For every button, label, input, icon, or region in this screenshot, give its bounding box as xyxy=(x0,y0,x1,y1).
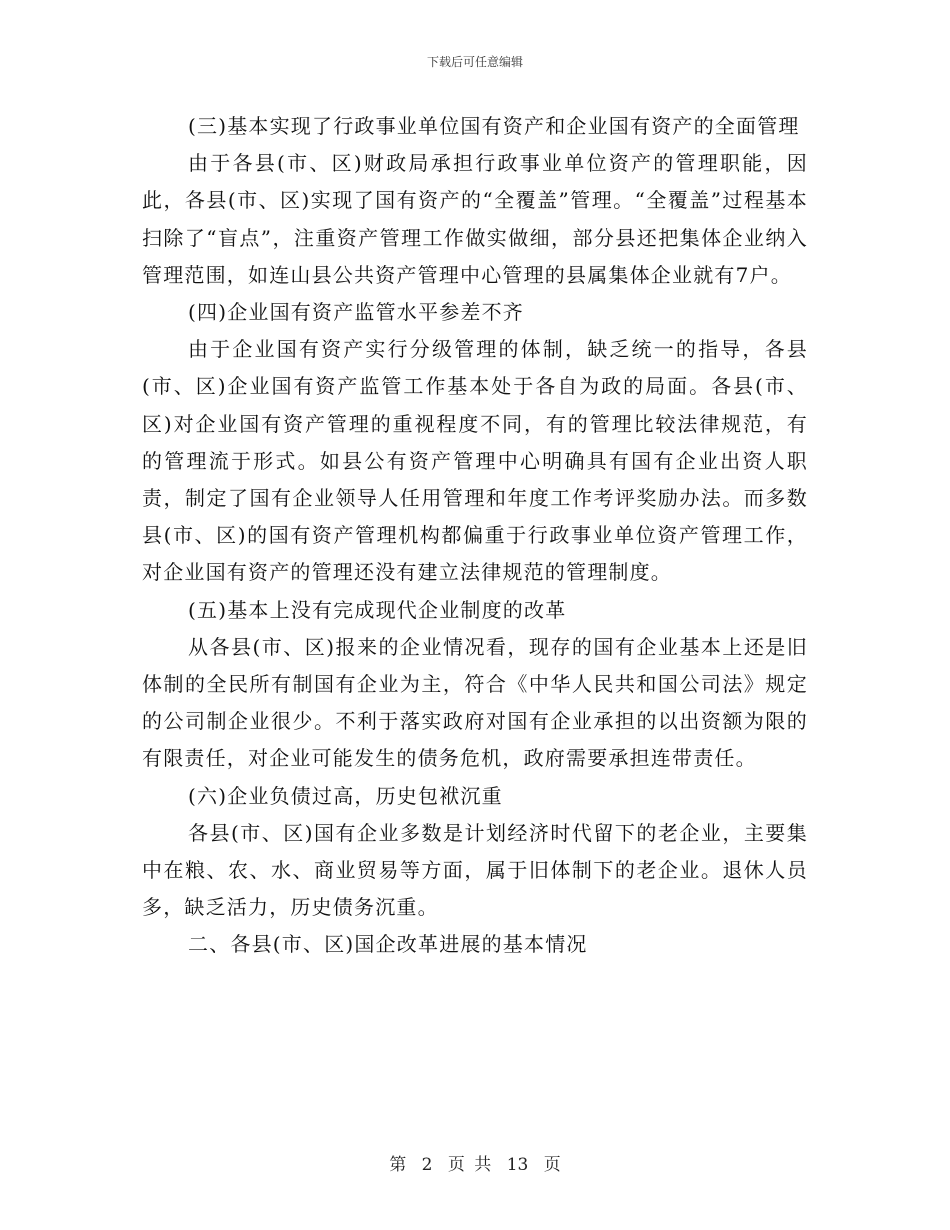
paragraph: 各县(市、区)国有企业多数是计划经济时代留下的老企业，主要集中在粮、农、水、商业贸易等方面，属于旧体制下的老企业。退休人员多，缺乏活力，历史债务沉重。 xyxy=(142,820,808,920)
chapter-heading-2: 二、各县(市、区)国企改革进展的基本情况 xyxy=(188,932,588,957)
page-label-mid: 页 共 xyxy=(447,1155,492,1175)
current-page-number: 2 xyxy=(421,1155,433,1175)
page-header: 下载后可任意编辑 xyxy=(426,55,523,69)
page-label-suffix: 页 xyxy=(543,1155,561,1175)
paragraph: 由于企业国有资产实行分级管理的体制，缺乏统一的指导，各县(市、区)企业国有资产监管工作基本处于各自为政的局面。各县(市、区)对企业国有资产管理的重视程度不同，有的管理比较法律规范，有的管理流于形式。如县公有资产管理中心明确具有国有企业出资人职责，制定了国有企业领导人任用管理和年度工作考评奖励办法。而多数县(市、区)的国有资产管理机构都偏重于行政事业单位资产管理工作，对企业国有资产的管理还没有建立法律规范的管理制度。 xyxy=(142,337,808,585)
section-heading-4: (四)企业国有资产监管水平参差不齐 xyxy=(188,300,525,325)
document-body xyxy=(142,108,808,964)
section-heading-3: (三)基本实现了行政事业单位国有资产和企业国有资产的全面管理 xyxy=(188,114,800,138)
page-footer xyxy=(0,1150,950,1175)
paragraph: 从各县(市、区)报来的企业情况看，现存的国有企业基本上还是旧体制的全民所有制国有企业为主，符合《中华人民共和国公司法》规定的公司制企业很少。不利于落实政府对国有企业承担的以出资额为限的有限责任，对企业可能发生的债务危机，政府需要承担连带责任。 xyxy=(142,634,808,771)
total-page-count: 13 xyxy=(506,1155,529,1175)
section-heading-6: (六)企业负债过高，历史包袱沉重 xyxy=(188,783,503,808)
paragraph: 由于各县(市、区)财政局承担行政事业单位资产的管理职能，因此，各县(市、区)实现了国有资产的“全覆盖”管理。“全覆盖”过程基本扫除了“盲点”，注重资产管理工作做实做细，部分县还把集体企业纳入管理范围，如连山县公共资产管理中心管理的县属集体企业就有7户。 xyxy=(142,151,808,287)
section-heading-5: (五)基本上没有完成现代企业制度的改革 xyxy=(188,597,567,622)
page-label-prefix: 第 xyxy=(389,1155,407,1175)
